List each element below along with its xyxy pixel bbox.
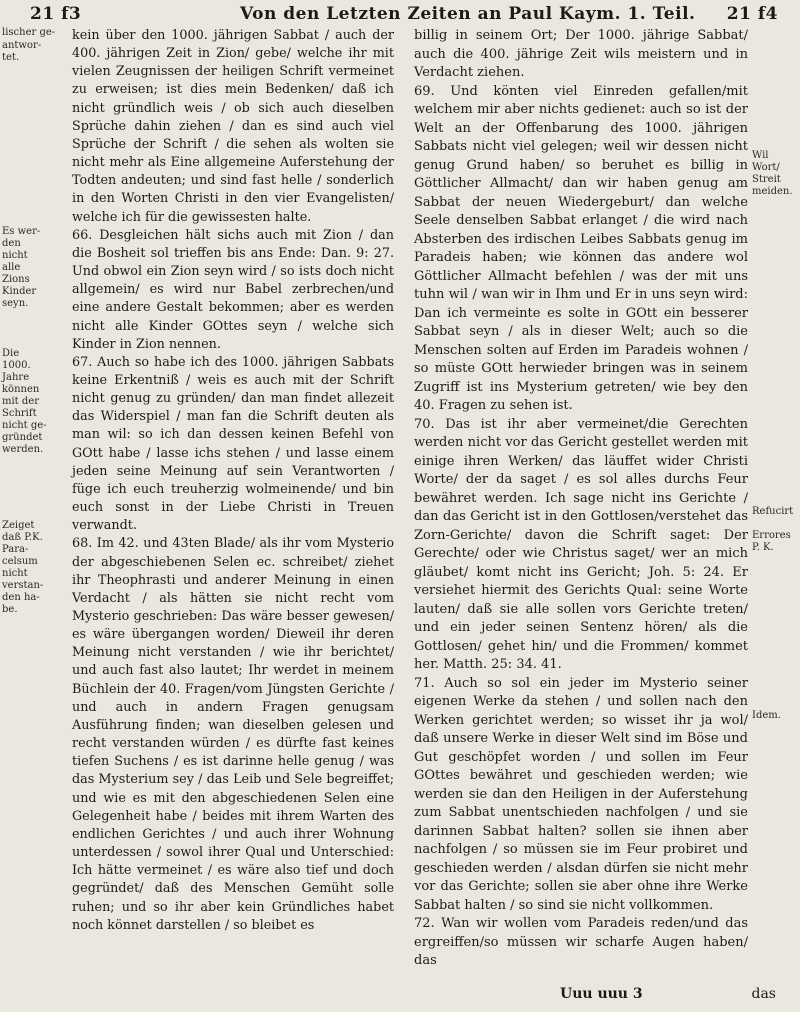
gloss-right: Idem. (752, 710, 781, 721)
gloss-left: den ha- (2, 592, 40, 603)
gloss-left: Jahre (2, 372, 30, 383)
gloss-left: Die (2, 348, 20, 359)
running-header (30, 4, 778, 26)
gloss-left: Zions (2, 274, 30, 285)
gloss-left: können (2, 384, 40, 395)
signature-mark: Uuu uuu 3 (560, 986, 643, 1002)
running-title: Von den Letzten Zeiten an Paul Kaym. 1. Teil. (240, 4, 696, 24)
page-number-left: 21 f3 (30, 4, 82, 24)
gloss-right: Wil (752, 150, 769, 161)
gloss-left: nicht (2, 250, 28, 261)
catchword: das (751, 986, 776, 1002)
gloss-left: Zeiget (2, 520, 35, 531)
paragraph: kein über den 1000. jährigen Sabbat / auch der 400. jährigen Zeit in Zion/ gebe/ welche ihr mit vielen Zeugnissen der heiligen Schrift vermeinet zu erweisen; ist dies mein Bedenken/ daß ich nicht gründlich weis / ob sich auch dieselben Sprüche dahin ziehen / dan es sind auch viel Sprüche der Schrift / die sehen als wolten sie nicht mehr als Eine allgemeine Auferstehung der Todten andeuten; und sind fast helle / sonderlich in den Worten Christi in den vier Evangelisten/ welche ich für die gewissesten halte. (72, 28, 394, 225)
text-column-right (414, 27, 748, 971)
gloss-right: Wort/ (752, 162, 780, 173)
gloss-left: Para- (2, 544, 29, 555)
gloss-left: celsum (2, 556, 38, 567)
gloss-left: be. (2, 604, 18, 615)
gloss-left: Schrift (2, 408, 37, 419)
gloss-left: lischer ge- (2, 27, 56, 38)
gloss-left: werden. (2, 444, 44, 455)
paragraph: billig in seinem Ort; Der 1000. jährige Sabbat/ auch die 400. jährige Zeit wils meistern und in Verdacht ziehen. (414, 28, 748, 80)
paragraph: 66. Desgleichen hält sichs auch mit Zion / dan die Bosheit sol trieffen bis ans Ende: Dan. 9: 27. Und obwol ein Zion seyn wird / so ists doch nicht allgemein/ es wird nur Babel zerbrechen/und eine andere Gestalt bekommen; aber es werden nicht alle Kinder GOttes seyn / welche sich Kinder in Zion nennen. (72, 227, 394, 352)
gloss-left: 1000. (2, 360, 31, 371)
gloss-right: Refucirt (752, 506, 794, 517)
gloss-left: seyn. (2, 298, 29, 309)
paragraph: 71. Auch so sol ein jeder im Mysterio seiner eigenen Werke da stehen / und sollen nach den Werken gerichtet werden; so wisset ihr ja wol/ daß unsere Werke in dieser Welt sind im Böse und Gut geschöpfet worden / und sollen im Feur GOttes bewähret und geschieden werden; wie werden sie dan den Heiligen in der Auferstehung zum Sabbat unentschieden nachfolgen / und sie darinnen Sabbat halten? sollen sie ihnen aber nachfolgen / so müssen sie im Feur probiret und geschieden werden / alsdan dürfen sie nicht mehr vor das Gerichte; sollen sie aber ohne ihre Werke Sabbat halten / so sind sie nicht vollkommen. (414, 675, 748, 913)
gloss-left: Es wer- (2, 226, 41, 237)
gloss-right: meiden. (752, 186, 793, 197)
gloss-right: P. K. (752, 542, 774, 553)
gloss-left: antwor- (2, 40, 42, 51)
gloss-right: Streit (752, 174, 781, 185)
paragraph: 67. Auch so habe ich des 1000. jährigen Sabbats keine Erkentniß / weis es auch mit der Schrift nicht genug zu gründen/ dan man findet allezeit das Widerspiel / man fan die Schrift deuten als man wil: so ich dan dessen keinen Befehl von GOtt habe / lasse ichs stehen / und lasse einem jeden seine Meinung auf sein Verantworten / füge ich euch treuherzig wolmeinende/ und bin euch sonst in der Liebe Christi in Treuen verwandt. (72, 354, 394, 534)
gloss-left: verstan- (2, 580, 44, 591)
page-number-right: 21 f4 (726, 4, 778, 24)
gloss-left: daß P.K. (2, 532, 43, 543)
gloss-right: Errores (752, 530, 791, 541)
gloss-left: mit der (2, 396, 39, 407)
paragraph: 72. Wan wir wollen vom Paradeis reden/und das ergreiffen/so müssen wir scharfe Augen haben/ das (414, 916, 748, 968)
paragraph: 68. Im 42. und 43ten Blade/ als ihr vom Mysterio der abgeschiebenen Selen ec. schreibet/ ziehet ihr Theophrasti und anderer Meinung in einen Verdacht / als hätten sie nicht recht vom Mysterio geschrieben: Das wäre besser gewesen/ es wäre übergangen worden/ Dieweil ihr deren Meinung nicht verstanden / wie ihr berichtet/ und auch fast also lautet; Ihr werdet in meinem Büchlein der 40. Fragen/vom Jüngsten Gerichte / und auch in andern Fragen genugsam Ausführung finden; wan dieselben gelesen und recht verstanden würden / es dürfte fast keines tiefen Suchens / es ist darinne helle genug / was das Mysterium sey / das Leib und Sele begreiffet; und wie es mit den abgeschiedenen Selen eine Gelegenheit habe / beides mit ihrem Warten des endlichen Gerichtes / und auch ihrer Wohnung unterdessen / sowol ihrer Qual und Unterschied: Ich hätte vermeinet / es wäre also tief und doch gegründet/ daß des Menschen Gemüht solle ruhen; und so ihr aber kein Gründliches habet noch könnet darstellen / so bleibet es (72, 536, 394, 933)
gloss-left: den (2, 238, 21, 249)
paragraph: 69. Und könten viel Einreden gefallen/mit welchem mir aber nichts gedienet: auch so ist der Welt an der Offenbarung des 1000. jährigen Sabbats nicht viel gelegen; weil wir dessen nicht genug Grund haben/ so beruhet es billig in Göttlicher Allmacht/ dan wir haben genug am Sabbat der neuen Wiedergeburt/ dan welche Seele denselben Sabbat erlanget / die wird nach Absterben des irdischen Leibes Sabbats genug im Paradeis haben; wie können das andere wol Göttlicher Allmacht befehlen / was der mit uns tuhn wil / wan wir in Ihm und Er in uns seyn wird: Dan ich vermeinte es solte in GOtt ein besserer Sabbat seyn / als in dieser Welt; auch so die Menschen solten auf Erden im Paradeis wohnen / so müste GOtt herwieder bringen was in seinem Zugriff ist ins Mysterium getreten/ wie bey den 40. Fragen zu sehen ist. (414, 83, 748, 413)
gloss-left: tet. (2, 52, 20, 63)
gloss-left: gründet (2, 432, 43, 443)
gloss-left: alle (2, 262, 21, 273)
paragraph: 70. Das ist ihr aber vermeinet/die Gerechten werden nicht vor das Gericht gestellet werden mit einige ihren Werken/ das läuffet wider Christi Worte/ der da saget / es sol alles durchs Feur bewähret werden. Ich sage nicht ins Gerichte / dan das Gericht ist in den Gottlosen/verstehet das Zorn-Gerichte/ davon die Schrift saget: Der Gerechte/ oder wie Christus saget/ wer an mich gläubet/ komt nicht ins Gericht; Joh. 5: 24. Er versiehet hiermit des Gerichts Qual: seine Worte lauten/ daß sie alle sollen vors Gerichte treten/ und ein jeder seinen Sentenz hören/ als die Gottlosen/ gehet hin/ und die Frommen/ kommet her. Matth. 25: 34. 41. (414, 416, 748, 672)
gloss-left: nicht ge- (2, 420, 47, 431)
gloss-left: Kinder (2, 286, 37, 297)
gloss-left: nicht (2, 568, 28, 579)
text-column-left (72, 27, 394, 935)
